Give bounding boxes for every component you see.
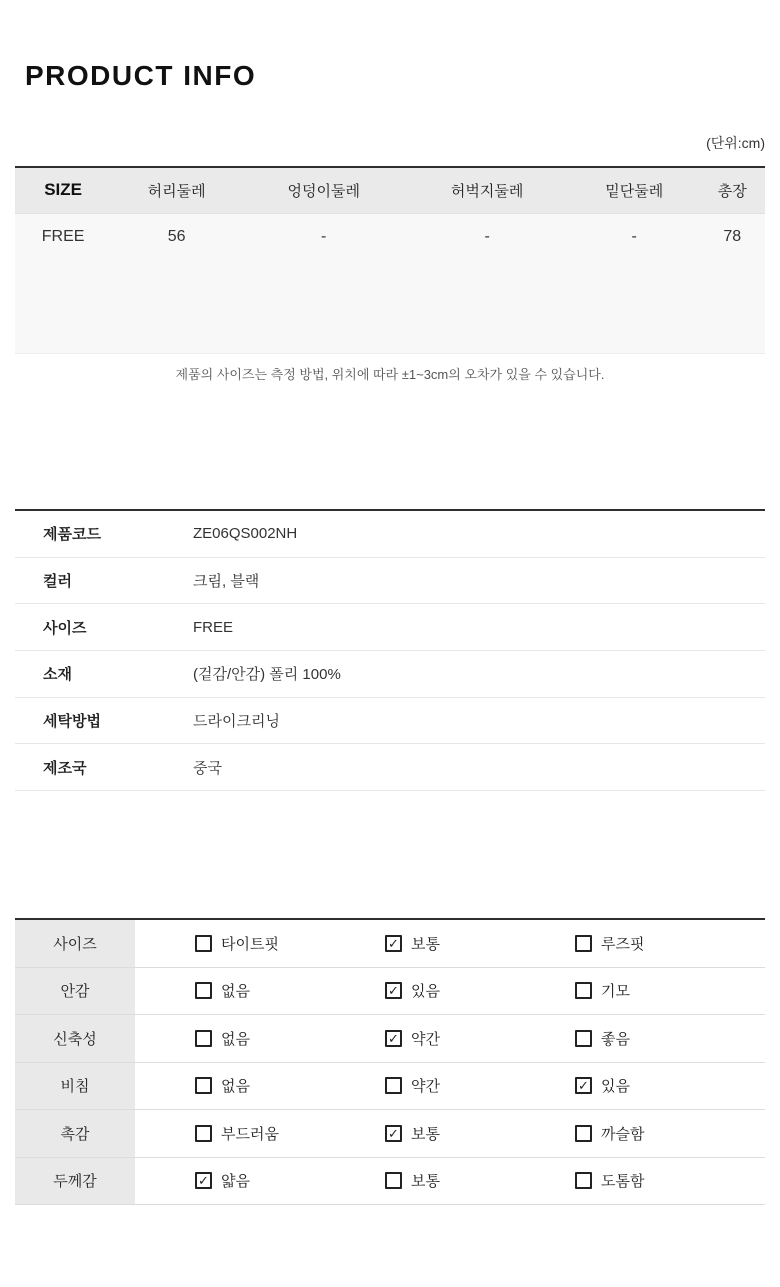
attribute-options [135, 1063, 765, 1110]
attribute-option-label: 까슬함 [601, 1125, 645, 1143]
attributes-table [15, 918, 765, 1205]
detail-row-washing [15, 698, 765, 745]
attribute-option [575, 933, 765, 954]
checkbox-icon[interactable]: ✓ [385, 935, 402, 952]
attribute-option-label: 타이트핏 [221, 935, 279, 953]
checkbox-icon[interactable] [195, 1030, 212, 1047]
size-table-header-hip: 엉덩이둘레 [242, 167, 405, 213]
attribute-option-label: 있음 [411, 983, 440, 1001]
attribute-option-label: 없음 [221, 983, 250, 1001]
attribute-option-label: 보통 [411, 1125, 440, 1143]
size-table-header-row [15, 167, 765, 213]
attribute-option-label: 보통 [411, 935, 440, 953]
attribute-option-label: 있음 [601, 1078, 630, 1096]
checkbox-icon[interactable] [195, 982, 212, 999]
attribute-option-label: 도톰함 [601, 1173, 645, 1191]
detail-value: 드라이크리닝 [193, 713, 280, 731]
attribute-option-label: 부드러움 [221, 1125, 279, 1143]
attribute-label: 비침 [15, 1063, 135, 1110]
attribute-option [385, 933, 575, 954]
checkbox-icon[interactable] [385, 1172, 402, 1189]
checkbox-icon[interactable] [195, 1077, 212, 1094]
checkbox-icon[interactable] [195, 1125, 212, 1142]
attribute-option-label: 얇음 [221, 1173, 250, 1191]
attribute-option [385, 980, 575, 1001]
attribute-option [385, 1075, 575, 1096]
detail-label: 컬러 [43, 573, 72, 591]
attribute-option [195, 1170, 385, 1191]
attribute-row-thickness [15, 1158, 765, 1206]
size-cell-hem: - [569, 213, 700, 261]
attribute-options [135, 1015, 765, 1062]
detail-row-material [15, 651, 765, 698]
detail-value: 중국 [193, 759, 222, 777]
attribute-option [575, 1075, 765, 1096]
attribute-row-lining [15, 968, 765, 1016]
size-table-header-hem: 밑단둘레 [569, 167, 700, 213]
detail-value: FREE [193, 618, 234, 636]
checkbox-icon[interactable] [575, 982, 592, 999]
attribute-option [195, 980, 385, 1001]
attribute-label: 두께감 [15, 1158, 135, 1205]
detail-label: 세탁방법 [43, 713, 101, 731]
size-note: 제품의 사이즈는 측정 방법, 위치에 따라 ±1~3cm의 오차가 있을 수 있습니다. [175, 367, 605, 382]
attribute-option [385, 1123, 575, 1144]
detail-value: ZE06QS002NH [193, 525, 298, 543]
size-table-header-waist: 허리둘레 [111, 167, 242, 213]
detail-row-size [15, 604, 765, 651]
attribute-label: 사이즈 [15, 920, 135, 967]
attribute-options [135, 1158, 765, 1205]
attribute-label: 촉감 [15, 1110, 135, 1157]
detail-row-color [15, 558, 765, 605]
size-table-header-thigh: 허벅지둘레 [405, 167, 568, 213]
page-title: PRODUCT INFO [25, 60, 257, 91]
size-cell-thigh: - [405, 213, 568, 261]
attribute-option-label: 보통 [411, 1173, 440, 1191]
checkbox-icon[interactable]: ✓ [575, 1077, 592, 1094]
attribute-option-label: 약간 [411, 1078, 440, 1096]
detail-label: 제품코드 [43, 526, 101, 544]
checkbox-icon[interactable] [575, 1030, 592, 1047]
checkbox-icon[interactable] [575, 1125, 592, 1142]
attribute-label: 신축성 [15, 1015, 135, 1062]
details-table [15, 509, 765, 791]
checkbox-icon[interactable]: ✓ [385, 982, 402, 999]
attribute-option-label: 약간 [411, 1030, 440, 1048]
attribute-option-label: 기모 [601, 983, 630, 1001]
attribute-option-label: 좋음 [601, 1030, 630, 1048]
attribute-option [575, 1028, 765, 1049]
attribute-option [385, 1028, 575, 1049]
detail-row-product-code [15, 511, 765, 558]
attribute-row-fit [15, 920, 765, 968]
checkbox-icon[interactable]: ✓ [385, 1030, 402, 1047]
attribute-options [135, 968, 765, 1015]
attribute-row-elasticity [15, 1015, 765, 1063]
attribute-option [575, 1170, 765, 1191]
detail-value: (겉감/안감) 폴리 100% [193, 666, 341, 684]
size-cell-waist: 56 [111, 213, 242, 261]
checkbox-icon[interactable] [575, 935, 592, 952]
attribute-option [575, 980, 765, 1001]
attribute-options [135, 1110, 765, 1157]
unit-label: (단위:cm) [706, 135, 765, 151]
attribute-option [385, 1170, 575, 1191]
size-cell-length: 78 [700, 213, 765, 261]
checkbox-icon[interactable]: ✓ [195, 1172, 212, 1189]
size-table [15, 166, 765, 354]
checkbox-icon[interactable] [385, 1077, 402, 1094]
attribute-option [195, 933, 385, 954]
size-table-row-free [15, 213, 765, 261]
detail-label: 사이즈 [43, 619, 87, 637]
attribute-row-texture [15, 1110, 765, 1158]
checkbox-icon[interactable] [575, 1172, 592, 1189]
attribute-option-label: 없음 [221, 1030, 250, 1048]
attribute-option [195, 1028, 385, 1049]
attribute-option-label: 루즈핏 [601, 935, 645, 953]
size-cell-hip: - [242, 213, 405, 261]
attribute-options [135, 920, 765, 967]
detail-label: 제조국 [43, 759, 87, 777]
size-table-header-length: 총장 [700, 167, 765, 213]
size-cell-name: FREE [15, 213, 111, 261]
detail-label: 소재 [43, 666, 72, 684]
size-table-header-size: SIZE [15, 167, 111, 213]
attribute-option [195, 1075, 385, 1096]
size-table-filler-row [15, 261, 765, 353]
size-table-filler-cell [15, 261, 765, 353]
checkbox-icon[interactable]: ✓ [385, 1125, 402, 1142]
detail-value: 크림, 블랙 [193, 573, 260, 591]
attribute-option [575, 1123, 765, 1144]
attribute-label: 안감 [15, 968, 135, 1015]
detail-row-origin [15, 744, 765, 791]
checkbox-icon[interactable] [195, 935, 212, 952]
attribute-row-sheerness [15, 1063, 765, 1111]
attribute-option-label: 없음 [221, 1078, 250, 1096]
attribute-option [195, 1123, 385, 1144]
